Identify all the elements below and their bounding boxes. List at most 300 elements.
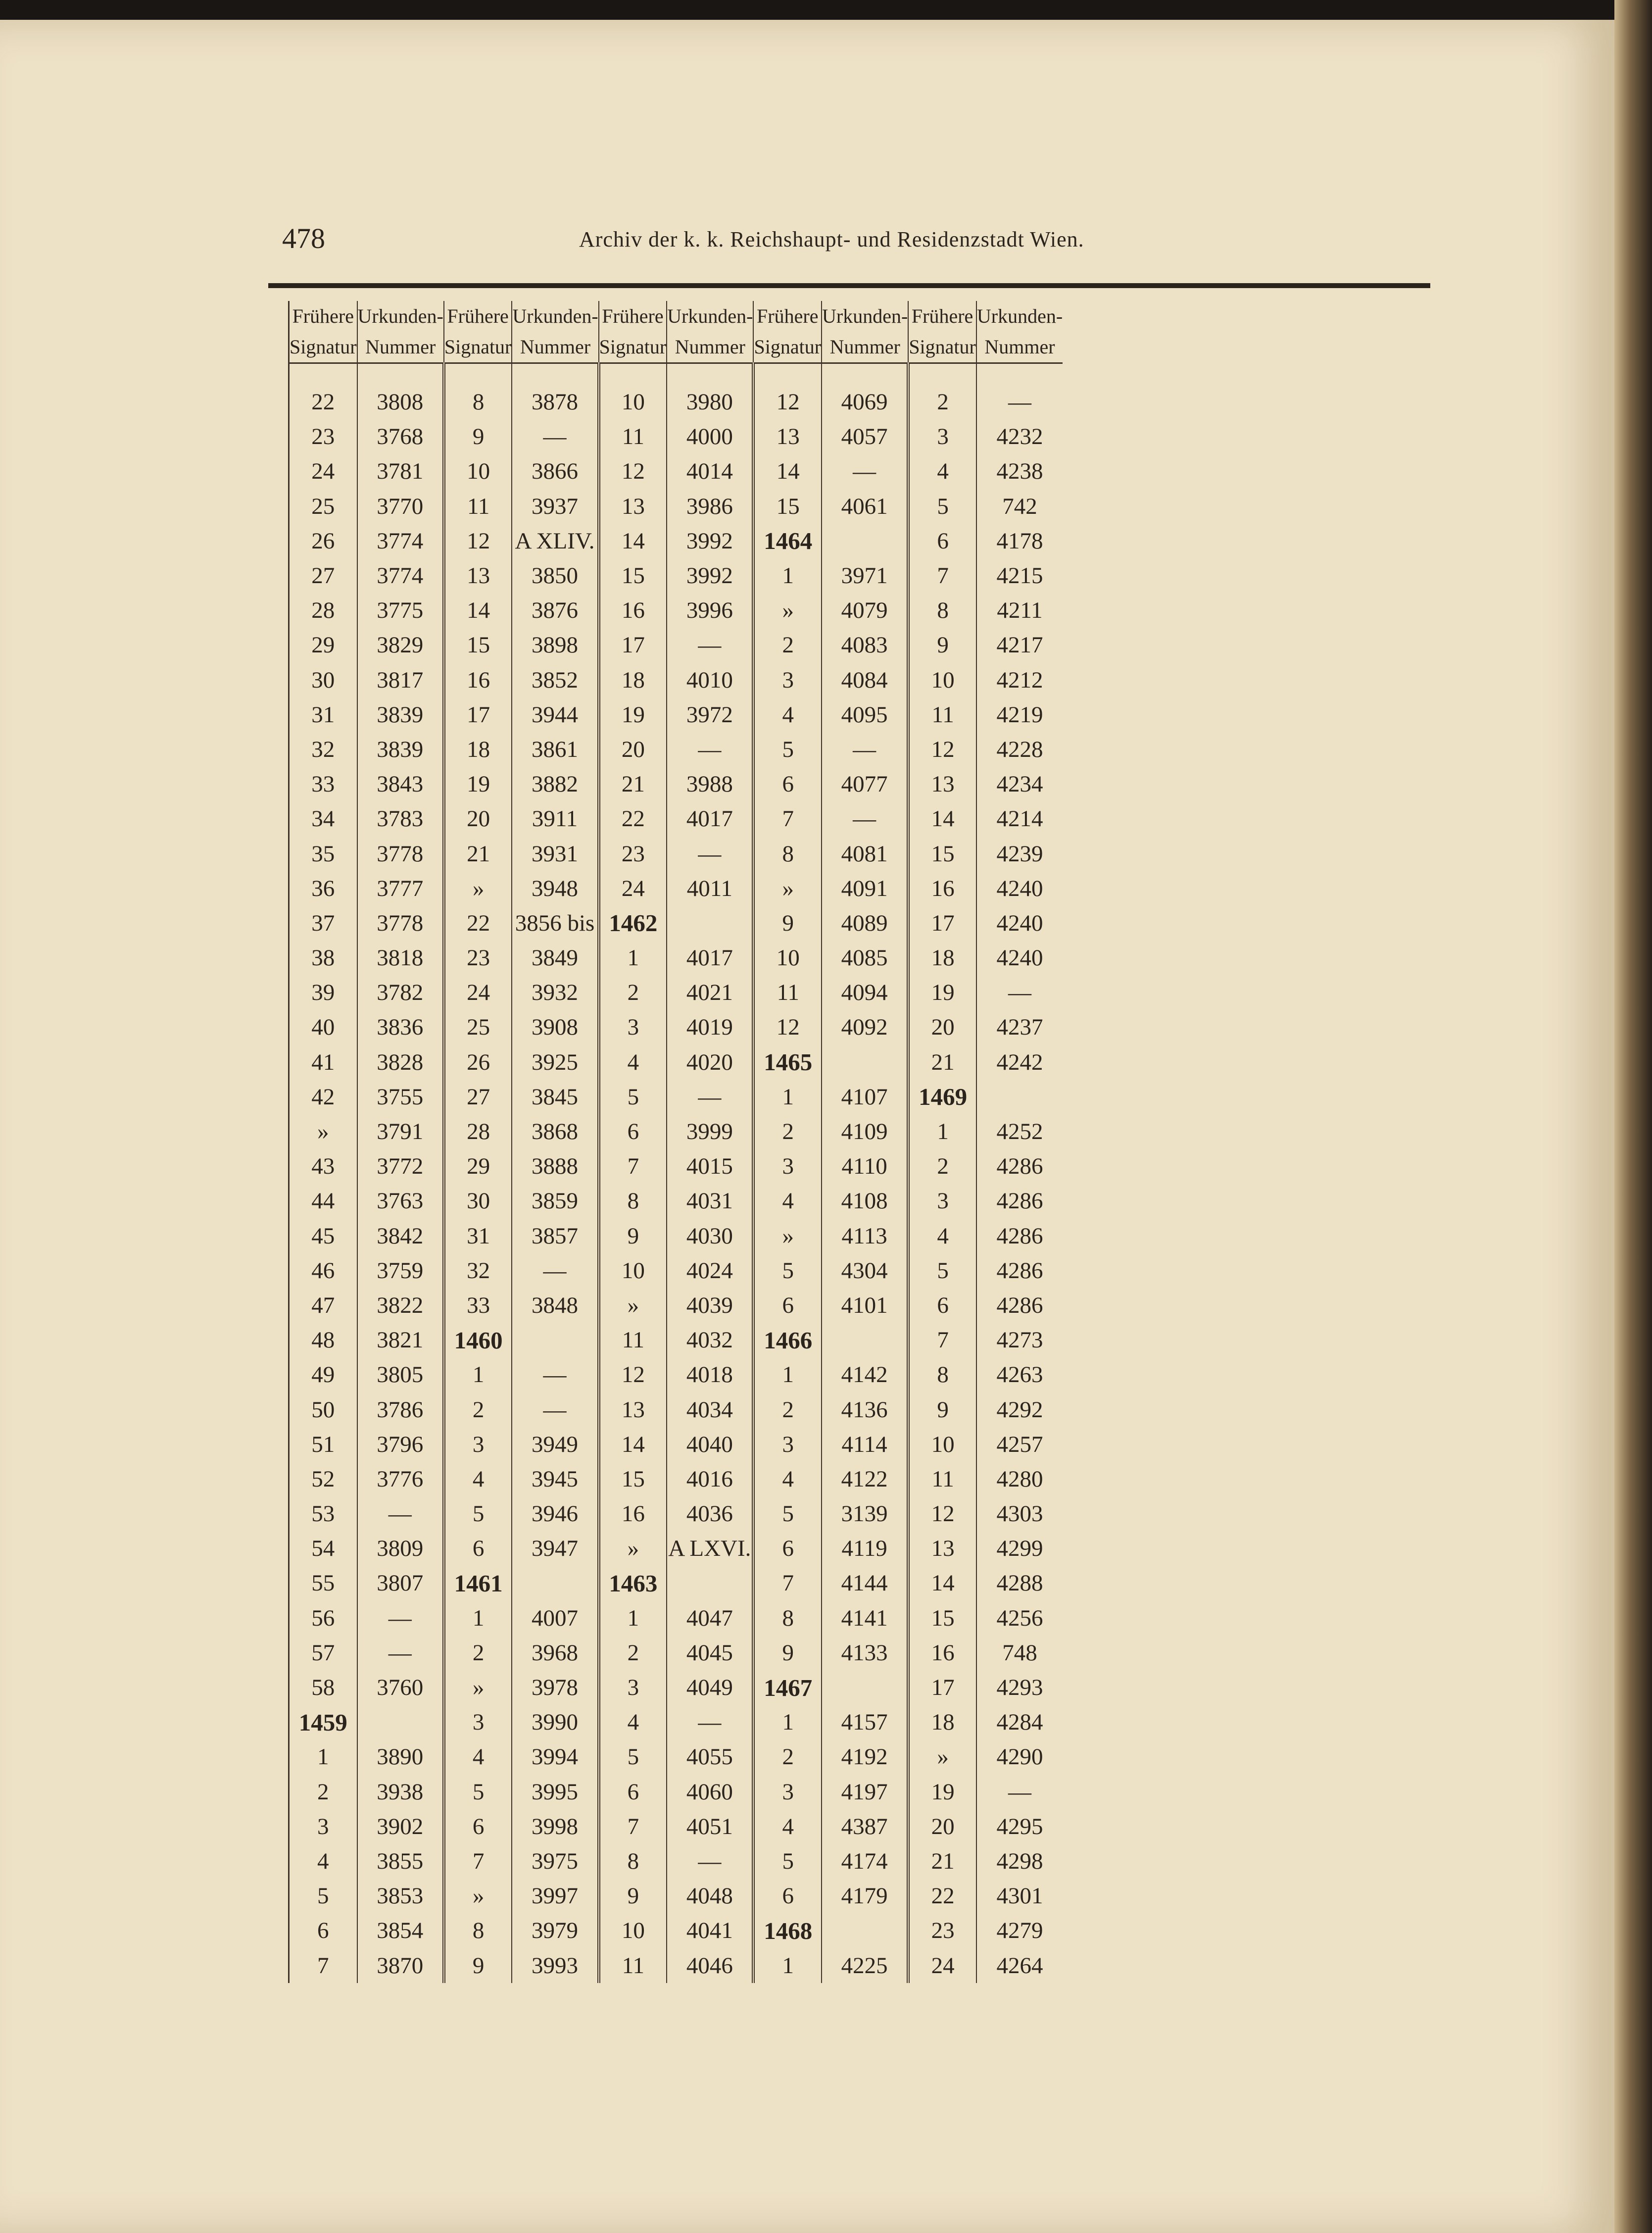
cell-urkunden-nummer: 4214	[976, 801, 1063, 836]
cell-fruehere-signatur: 11	[599, 419, 667, 454]
cell-fruehere-signatur: 1460	[444, 1323, 512, 1357]
cell-urkunden-nummer: 3777	[357, 871, 444, 906]
cell-urkunden-nummer: 3139	[822, 1496, 908, 1531]
cell-urkunden-nummer: 3882	[512, 767, 598, 801]
cell-fruehere-signatur: 22	[599, 801, 667, 836]
cell-fruehere-signatur: 18	[908, 941, 976, 975]
cell-fruehere-signatur: 51	[289, 1427, 357, 1462]
cell-fruehere-signatur: 8	[908, 1357, 976, 1392]
cell-fruehere-signatur: 54	[289, 1531, 357, 1566]
page-header	[282, 222, 1430, 256]
cell-urkunden-nummer: 4387	[822, 1809, 908, 1844]
cell-urkunden-nummer: 4215	[976, 558, 1063, 593]
header-urkunden-nummer: Urkunden- Nummer	[512, 301, 598, 363]
cell-urkunden-nummer: 4109	[822, 1114, 908, 1149]
cell-fruehere-signatur: 43	[289, 1149, 357, 1184]
cell-fruehere-signatur: 1459	[289, 1705, 357, 1739]
cell-fruehere-signatur: 11	[908, 697, 976, 732]
cell-urkunden-nummer: 4212	[976, 663, 1063, 697]
cell-fruehere-signatur: 8	[908, 593, 976, 628]
cell-fruehere-signatur: 6	[908, 1288, 976, 1323]
cell-urkunden-nummer: 3993	[512, 1948, 598, 1983]
header-urkunden-nummer: Urkunden- Nummer	[822, 301, 908, 363]
cell-fruehere-signatur: 4	[444, 1462, 512, 1496]
cell-fruehere-signatur: 18	[908, 1705, 976, 1739]
cell-fruehere-signatur: 10	[444, 454, 512, 489]
cell-urkunden-nummer	[667, 1566, 753, 1600]
cell-fruehere-signatur: 8	[753, 836, 822, 871]
cell-fruehere-signatur: 13	[908, 1531, 976, 1566]
cell-urkunden-nummer: 3857	[512, 1219, 598, 1253]
cell-fruehere-signatur: 26	[444, 1045, 512, 1080]
cell-fruehere-signatur: 1469	[908, 1080, 976, 1114]
table-row	[289, 1705, 1063, 1739]
cell-fruehere-signatur: »	[444, 871, 512, 906]
cell-fruehere-signatur: 17	[908, 1670, 976, 1705]
table-row	[289, 941, 1063, 975]
cell-urkunden-nummer: 3818	[357, 941, 444, 975]
page-number: 478	[282, 222, 325, 254]
cell-fruehere-signatur: 4	[289, 1844, 357, 1879]
table-row	[289, 1323, 1063, 1357]
cell-fruehere-signatur: 9	[599, 1219, 667, 1253]
cell-fruehere-signatur: 7	[289, 1948, 357, 1983]
cell-urkunden-nummer: —	[667, 628, 753, 662]
cell-urkunden-nummer: 4077	[822, 767, 908, 801]
cell-urkunden-nummer: 3878	[512, 363, 598, 420]
cell-urkunden-nummer: —	[667, 732, 753, 767]
cell-urkunden-nummer: 3809	[357, 1531, 444, 1566]
cell-fruehere-signatur: 21	[599, 767, 667, 801]
table-row	[289, 1636, 1063, 1670]
cell-urkunden-nummer: 4298	[976, 1844, 1063, 1879]
cell-urkunden-nummer: 3908	[512, 1010, 598, 1044]
cell-urkunden-nummer: 3763	[357, 1184, 444, 1218]
cell-urkunden-nummer: 3805	[357, 1357, 444, 1392]
cell-urkunden-nummer: 3979	[512, 1913, 598, 1948]
cell-urkunden-nummer: —	[822, 454, 908, 489]
cell-fruehere-signatur: 4	[753, 1809, 822, 1844]
cell-urkunden-nummer: 4237	[976, 1010, 1063, 1044]
table-row	[289, 1253, 1063, 1288]
cell-urkunden-nummer: 4279	[976, 1913, 1063, 1948]
cell-fruehere-signatur: 12	[753, 363, 822, 420]
cell-urkunden-nummer: 3996	[667, 593, 753, 628]
cell-fruehere-signatur: 22	[444, 906, 512, 941]
cell-fruehere-signatur: 9	[599, 1879, 667, 1913]
cell-fruehere-signatur: 24	[289, 454, 357, 489]
cell-fruehere-signatur: 57	[289, 1636, 357, 1670]
cell-urkunden-nummer: 4034	[667, 1392, 753, 1427]
cell-fruehere-signatur: 14	[908, 1566, 976, 1600]
cell-fruehere-signatur: 1	[753, 558, 822, 593]
cell-urkunden-nummer: —	[512, 1253, 598, 1288]
cell-fruehere-signatur: 6	[908, 524, 976, 558]
cell-fruehere-signatur: 1461	[444, 1566, 512, 1600]
cell-urkunden-nummer: 3839	[357, 697, 444, 732]
cell-fruehere-signatur: 12	[599, 454, 667, 489]
table-row	[289, 767, 1063, 801]
cell-urkunden-nummer: 742	[976, 489, 1063, 524]
cell-urkunden-nummer: 3774	[357, 558, 444, 593]
cell-fruehere-signatur: 5	[444, 1496, 512, 1531]
cell-fruehere-signatur: 20	[444, 801, 512, 836]
cell-urkunden-nummer: 3990	[512, 1705, 598, 1739]
cell-fruehere-signatur: 2	[908, 363, 976, 420]
cell-fruehere-signatur: 47	[289, 1288, 357, 1323]
table-top-rule	[268, 283, 1430, 288]
cell-fruehere-signatur: »	[289, 1114, 357, 1149]
cell-fruehere-signatur: 2	[753, 628, 822, 662]
table-row	[289, 871, 1063, 906]
cell-urkunden-nummer: 4039	[667, 1288, 753, 1323]
cell-urkunden-nummer: 4240	[976, 871, 1063, 906]
book-spine	[1614, 0, 1652, 2233]
cell-urkunden-nummer: 3791	[357, 1114, 444, 1149]
cell-urkunden-nummer: 4017	[667, 941, 753, 975]
cell-fruehere-signatur: 30	[289, 663, 357, 697]
cell-fruehere-signatur: 36	[289, 871, 357, 906]
cell-fruehere-signatur: 2	[753, 1739, 822, 1774]
cell-fruehere-signatur: 10	[753, 941, 822, 975]
cell-urkunden-nummer: 4079	[822, 593, 908, 628]
cell-fruehere-signatur: 21	[444, 836, 512, 871]
cell-urkunden-nummer: 4114	[822, 1427, 908, 1462]
cell-urkunden-nummer	[512, 1566, 598, 1600]
table-row	[289, 1879, 1063, 1913]
cell-fruehere-signatur: 4	[908, 1219, 976, 1253]
cell-urkunden-nummer: 3755	[357, 1080, 444, 1114]
cell-fruehere-signatur: 2	[444, 1636, 512, 1670]
header-fruehere-signatur: Frühere Signatur	[753, 301, 822, 363]
cell-urkunden-nummer: —	[667, 836, 753, 871]
header-fruehere-signatur: Frühere Signatur	[599, 301, 667, 363]
cell-fruehere-signatur: 1466	[753, 1323, 822, 1357]
cell-urkunden-nummer: 4239	[976, 836, 1063, 871]
cell-urkunden-nummer: 4122	[822, 1462, 908, 1496]
cell-fruehere-signatur: 11	[599, 1323, 667, 1357]
cell-fruehere-signatur: 3	[753, 663, 822, 697]
cell-fruehere-signatur: 1465	[753, 1045, 822, 1080]
header-urkunden-nummer: Urkunden- Nummer	[976, 301, 1063, 363]
table-row	[289, 1844, 1063, 1879]
cell-fruehere-signatur: 3	[753, 1149, 822, 1184]
cell-fruehere-signatur: 13	[908, 767, 976, 801]
table-row	[289, 1045, 1063, 1080]
cell-urkunden-nummer: 4219	[976, 697, 1063, 732]
cell-urkunden-nummer: —	[667, 1080, 753, 1114]
cell-urkunden-nummer: 4299	[976, 1531, 1063, 1566]
cell-fruehere-signatur: 5	[753, 1844, 822, 1879]
cell-fruehere-signatur: 1	[444, 1357, 512, 1392]
cell-fruehere-signatur: »	[753, 593, 822, 628]
table-row	[289, 1114, 1063, 1149]
cell-urkunden-nummer: 3828	[357, 1045, 444, 1080]
cell-fruehere-signatur: 15	[753, 489, 822, 524]
cell-fruehere-signatur: 10	[599, 363, 667, 420]
cell-fruehere-signatur: 24	[599, 871, 667, 906]
table-row	[289, 1462, 1063, 1496]
cell-urkunden-nummer: 3848	[512, 1288, 598, 1323]
cell-urkunden-nummer: 3975	[512, 1844, 598, 1879]
cell-urkunden-nummer: —	[822, 732, 908, 767]
cell-urkunden-nummer: —	[667, 1705, 753, 1739]
cell-fruehere-signatur: 9	[753, 1636, 822, 1670]
cell-urkunden-nummer: 4089	[822, 906, 908, 941]
cell-urkunden-nummer: 3997	[512, 1879, 598, 1913]
cell-urkunden-nummer: 3866	[512, 454, 598, 489]
cell-fruehere-signatur: 7	[599, 1809, 667, 1844]
cell-urkunden-nummer: 4303	[976, 1496, 1063, 1531]
cell-fruehere-signatur: 19	[444, 767, 512, 801]
cell-urkunden-nummer: 4094	[822, 975, 908, 1010]
cell-urkunden-nummer: 4091	[822, 871, 908, 906]
table-row	[289, 628, 1063, 662]
cell-fruehere-signatur: 10	[908, 1427, 976, 1462]
cell-fruehere-signatur: 4	[599, 1045, 667, 1080]
cell-urkunden-nummer: —	[357, 1496, 444, 1531]
cell-urkunden-nummer: 3945	[512, 1462, 598, 1496]
cell-fruehere-signatur: 17	[444, 697, 512, 732]
cell-urkunden-nummer: 3947	[512, 1531, 598, 1566]
cell-urkunden-nummer: 4174	[822, 1844, 908, 1879]
cell-urkunden-nummer: 4142	[822, 1357, 908, 1392]
cell-fruehere-signatur: 46	[289, 1253, 357, 1288]
cell-urkunden-nummer: 3782	[357, 975, 444, 1010]
cell-fruehere-signatur: 6	[753, 1531, 822, 1566]
cell-fruehere-signatur: 25	[444, 1010, 512, 1044]
cell-urkunden-nummer: 4238	[976, 454, 1063, 489]
cell-urkunden-nummer: 3849	[512, 941, 598, 975]
cell-urkunden-nummer: 4286	[976, 1219, 1063, 1253]
cell-fruehere-signatur: 6	[753, 1879, 822, 1913]
cell-fruehere-signatur: 1462	[599, 906, 667, 941]
cell-fruehere-signatur: 56	[289, 1601, 357, 1636]
cell-fruehere-signatur: 3	[753, 1427, 822, 1462]
cell-urkunden-nummer: 4280	[976, 1462, 1063, 1496]
cell-urkunden-nummer: 4304	[822, 1253, 908, 1288]
cell-fruehere-signatur: 50	[289, 1392, 357, 1427]
cell-urkunden-nummer: 4019	[667, 1010, 753, 1044]
cell-urkunden-nummer: 748	[976, 1636, 1063, 1670]
cell-urkunden-nummer: 3931	[512, 836, 598, 871]
cell-urkunden-nummer	[822, 1670, 908, 1705]
cell-urkunden-nummer: 4144	[822, 1566, 908, 1600]
cell-urkunden-nummer: 3938	[357, 1775, 444, 1809]
cell-fruehere-signatur: 27	[289, 558, 357, 593]
cell-urkunden-nummer: 4286	[976, 1184, 1063, 1218]
cell-fruehere-signatur: 4	[908, 454, 976, 489]
cell-urkunden-nummer: 3856 bis	[512, 906, 598, 941]
cell-urkunden-nummer: 3854	[357, 1913, 444, 1948]
cell-fruehere-signatur: 16	[444, 663, 512, 697]
cell-urkunden-nummer: 3992	[667, 558, 753, 593]
cell-urkunden-nummer: 4110	[822, 1149, 908, 1184]
cell-fruehere-signatur: 16	[599, 1496, 667, 1531]
cell-urkunden-nummer: —	[667, 1844, 753, 1879]
cell-urkunden-nummer: 4021	[667, 975, 753, 1010]
cell-urkunden-nummer: 3836	[357, 1010, 444, 1044]
cell-fruehere-signatur: 12	[908, 1496, 976, 1531]
cell-urkunden-nummer: 3876	[512, 593, 598, 628]
cell-fruehere-signatur: 4	[753, 697, 822, 732]
cell-urkunden-nummer: 3842	[357, 1219, 444, 1253]
cell-fruehere-signatur: »	[444, 1670, 512, 1705]
cell-urkunden-nummer: —	[512, 419, 598, 454]
cell-urkunden-nummer: 4242	[976, 1045, 1063, 1080]
table-row	[289, 1184, 1063, 1218]
cell-urkunden-nummer: 4014	[667, 454, 753, 489]
cell-urkunden-nummer: 4264	[976, 1948, 1063, 1983]
cell-urkunden-nummer: 3859	[512, 1184, 598, 1218]
cell-urkunden-nummer: 4069	[822, 363, 908, 420]
cell-urkunden-nummer: 3998	[512, 1809, 598, 1844]
cell-urkunden-nummer: 4061	[822, 489, 908, 524]
cell-urkunden-nummer: 4010	[667, 663, 753, 697]
cell-urkunden-nummer: 4157	[822, 1705, 908, 1739]
table-row	[289, 1496, 1063, 1531]
cell-urkunden-nummer: 3776	[357, 1462, 444, 1496]
cell-urkunden-nummer: —	[357, 1601, 444, 1636]
cell-fruehere-signatur: 6	[289, 1913, 357, 1948]
cell-fruehere-signatur: 23	[908, 1913, 976, 1948]
table-row	[289, 1948, 1063, 1983]
cell-urkunden-nummer: 4178	[976, 524, 1063, 558]
cell-fruehere-signatur: 31	[444, 1219, 512, 1253]
concordance-table	[288, 301, 1063, 1983]
cell-urkunden-nummer: 3807	[357, 1566, 444, 1600]
table-row	[289, 1392, 1063, 1427]
cell-urkunden-nummer: 3890	[357, 1739, 444, 1774]
cell-urkunden-nummer: 3852	[512, 663, 598, 697]
cell-urkunden-nummer: 4301	[976, 1879, 1063, 1913]
cell-urkunden-nummer: 3868	[512, 1114, 598, 1149]
table-row	[289, 1080, 1063, 1114]
cell-fruehere-signatur: 4	[599, 1705, 667, 1739]
cell-fruehere-signatur: 20	[599, 732, 667, 767]
cell-fruehere-signatur: 40	[289, 1010, 357, 1044]
cell-urkunden-nummer: 3948	[512, 871, 598, 906]
cell-fruehere-signatur: 5	[599, 1739, 667, 1774]
cell-fruehere-signatur: 5	[753, 1253, 822, 1288]
cell-urkunden-nummer: 4273	[976, 1323, 1063, 1357]
cell-urkunden-nummer: —	[822, 801, 908, 836]
cell-urkunden-nummer: 3986	[667, 489, 753, 524]
cell-urkunden-nummer: A LXVI.	[667, 1531, 753, 1566]
cell-urkunden-nummer	[512, 1323, 598, 1357]
cell-fruehere-signatur: 14	[444, 593, 512, 628]
cell-fruehere-signatur: 2	[908, 1149, 976, 1184]
cell-fruehere-signatur: 9	[753, 906, 822, 941]
cell-urkunden-nummer: 4011	[667, 871, 753, 906]
cell-fruehere-signatur: 28	[444, 1114, 512, 1149]
table-row	[289, 732, 1063, 767]
cell-urkunden-nummer: 3925	[512, 1045, 598, 1080]
table-row	[289, 906, 1063, 941]
cell-urkunden-nummer: 4015	[667, 1149, 753, 1184]
cell-urkunden-nummer: 4179	[822, 1879, 908, 1913]
cell-fruehere-signatur: 3	[908, 1184, 976, 1218]
cell-urkunden-nummer	[667, 906, 753, 941]
cell-fruehere-signatur: 19	[599, 697, 667, 732]
cell-urkunden-nummer: 3978	[512, 1670, 598, 1705]
cell-urkunden-nummer: 3808	[357, 363, 444, 420]
cell-urkunden-nummer: 4081	[822, 836, 908, 871]
cell-fruehere-signatur: 23	[289, 419, 357, 454]
cell-urkunden-nummer: 4045	[667, 1636, 753, 1670]
cell-urkunden-nummer: 4292	[976, 1392, 1063, 1427]
cell-urkunden-nummer: 3774	[357, 524, 444, 558]
cell-urkunden-nummer: 3759	[357, 1253, 444, 1288]
cell-urkunden-nummer: 3898	[512, 628, 598, 662]
cell-fruehere-signatur: 6	[753, 1288, 822, 1323]
book-page	[0, 20, 1614, 2233]
cell-fruehere-signatur: 5	[289, 1879, 357, 1913]
cell-fruehere-signatur: 18	[599, 663, 667, 697]
cell-urkunden-nummer: 4095	[822, 697, 908, 732]
table-row	[289, 1809, 1063, 1844]
cell-fruehere-signatur: 5	[753, 1496, 822, 1531]
cell-fruehere-signatur: 11	[599, 1948, 667, 1983]
cell-fruehere-signatur: 1468	[753, 1913, 822, 1948]
cell-fruehere-signatur: 8	[444, 363, 512, 420]
header-urkunden-nummer: Urkunden- Nummer	[667, 301, 753, 363]
cell-fruehere-signatur: 16	[599, 593, 667, 628]
cell-fruehere-signatur: 11	[908, 1462, 976, 1496]
cell-urkunden-nummer: —	[512, 1392, 598, 1427]
cell-fruehere-signatur: 7	[753, 801, 822, 836]
cell-fruehere-signatur: 37	[289, 906, 357, 941]
cell-fruehere-signatur: 9	[908, 1392, 976, 1427]
cell-fruehere-signatur: 13	[753, 419, 822, 454]
cell-urkunden-nummer: 3778	[357, 906, 444, 941]
table-row	[289, 1357, 1063, 1392]
cell-urkunden-nummer: 4049	[667, 1670, 753, 1705]
cell-urkunden-nummer: 4136	[822, 1392, 908, 1427]
cell-fruehere-signatur: 25	[289, 489, 357, 524]
cell-urkunden-nummer: 4031	[667, 1184, 753, 1218]
cell-fruehere-signatur: 30	[444, 1184, 512, 1218]
cell-urkunden-nummer	[976, 1080, 1063, 1114]
cell-fruehere-signatur: 18	[444, 732, 512, 767]
cell-urkunden-nummer: 3817	[357, 663, 444, 697]
cell-fruehere-signatur: 31	[289, 697, 357, 732]
table-row	[289, 663, 1063, 697]
cell-fruehere-signatur: 5	[599, 1080, 667, 1114]
table-row	[289, 801, 1063, 836]
cell-fruehere-signatur: 1	[753, 1080, 822, 1114]
cell-urkunden-nummer: 4047	[667, 1601, 753, 1636]
table-row	[289, 489, 1063, 524]
cell-urkunden-nummer: 3972	[667, 697, 753, 732]
cell-fruehere-signatur: 29	[444, 1149, 512, 1184]
cell-fruehere-signatur: 27	[444, 1080, 512, 1114]
cell-urkunden-nummer: 3796	[357, 1427, 444, 1462]
cell-fruehere-signatur: 8	[444, 1913, 512, 1948]
cell-fruehere-signatur: 14	[908, 801, 976, 836]
cell-fruehere-signatur: 6	[444, 1531, 512, 1566]
cell-urkunden-nummer: 3995	[512, 1775, 598, 1809]
cell-fruehere-signatur: »	[599, 1531, 667, 1566]
cell-fruehere-signatur: 2	[753, 1392, 822, 1427]
cell-urkunden-nummer: 3994	[512, 1739, 598, 1774]
cell-urkunden-nummer: 4108	[822, 1184, 908, 1218]
cell-fruehere-signatur: 26	[289, 524, 357, 558]
cell-fruehere-signatur: 22	[908, 1879, 976, 1913]
cell-fruehere-signatur: 20	[908, 1809, 976, 1844]
cell-fruehere-signatur: 35	[289, 836, 357, 871]
cell-urkunden-nummer: 4256	[976, 1601, 1063, 1636]
